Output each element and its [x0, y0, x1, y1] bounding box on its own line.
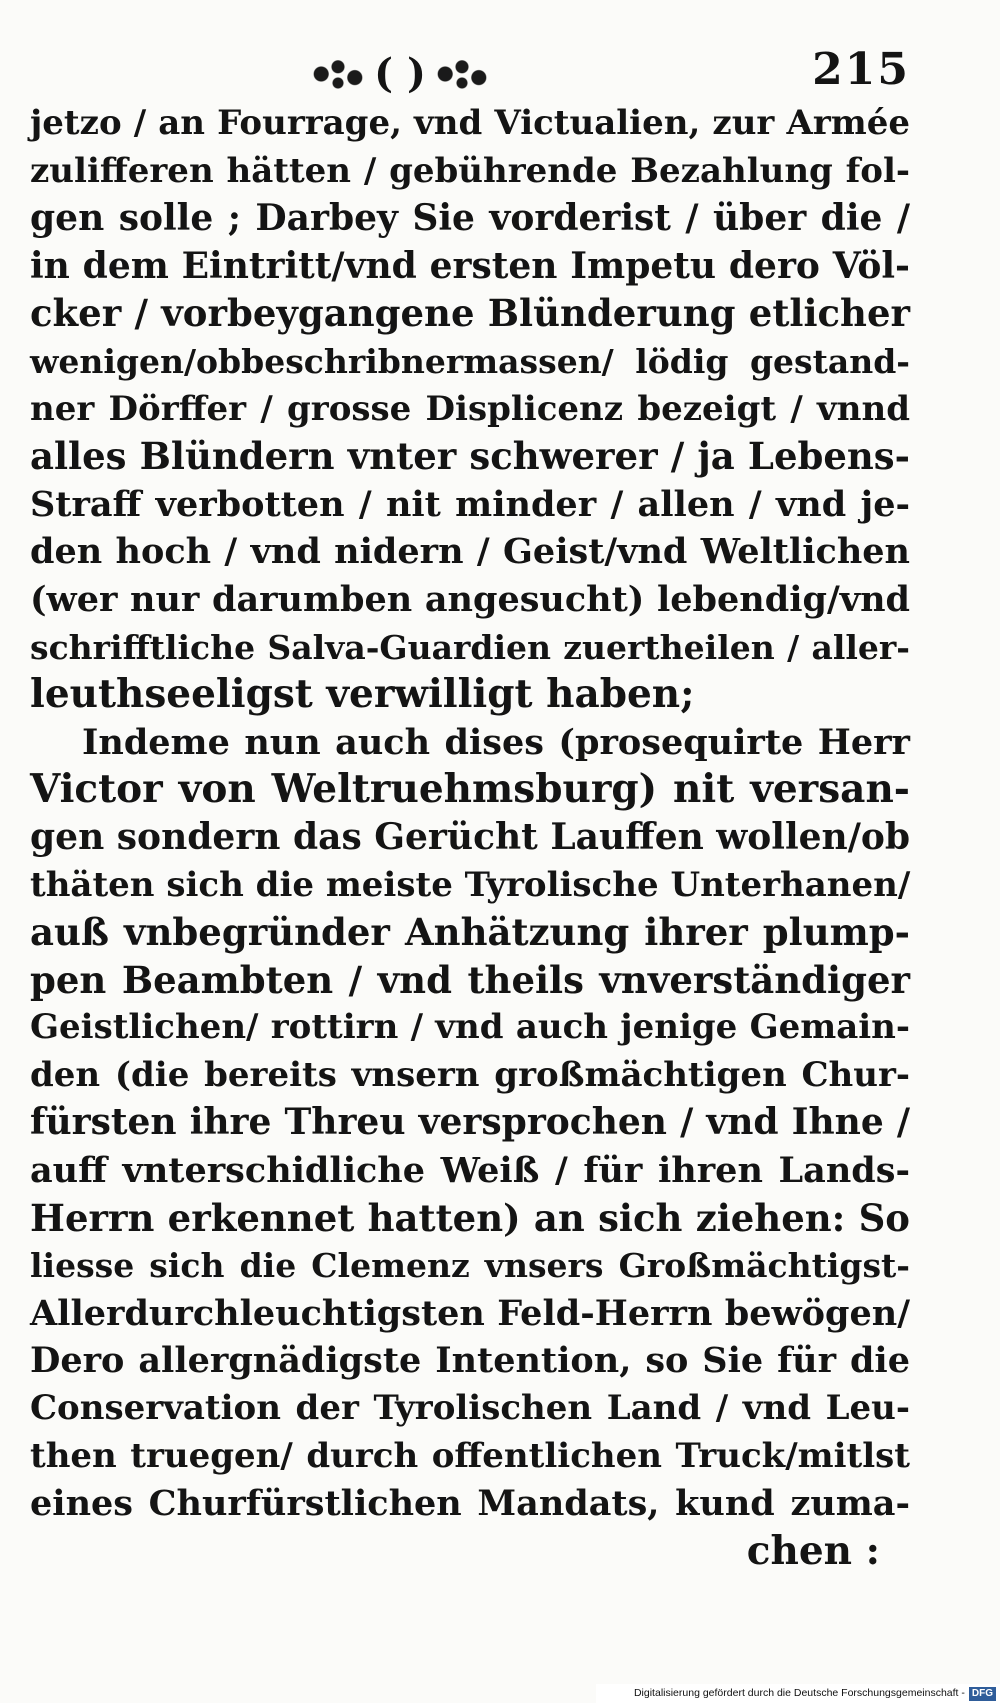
text-line: den (die bereits vnsern großmächtigen Chur- — [30, 1054, 910, 1095]
page-number: 215 — [812, 44, 910, 95]
text-line: schrifftliche Salva-Guardien zuertheilen / aller- — [30, 627, 910, 667]
page-header — [30, 44, 910, 104]
text-line: auß vnbegründer Anhätzung ihrer plump- — [30, 910, 910, 955]
body-text — [30, 100, 910, 1575]
text-line: Herrn erkennet hatten) an sich ziehen: So — [30, 1195, 910, 1240]
text-line: chen : — [746, 1527, 880, 1574]
text-line: gen solle ; Darbey Sie vorderist / über die / — [30, 197, 910, 240]
text-line: Straff verbotten / nit minder / allen / vnd je- — [30, 483, 910, 525]
text-line: cker / vorbeygangene Blünderung etlicher — [30, 291, 910, 336]
paragraph-start-line: Indeme nun auch dises (prosequirte Herr — [82, 721, 910, 763]
text-line: Dero allergnädigste Intention, so Sie für die — [30, 1340, 910, 1382]
text-line: alles Blündern vnter schwerer / ja Lebens- — [30, 434, 910, 479]
text-line: pen Beambten / vnd theils vnverständiger — [30, 957, 910, 1002]
header-ornament — [280, 50, 520, 98]
text-line: Allerdurchleuchtigsten Feld-Herrn bewögen/ — [30, 1292, 910, 1334]
text-line: jetzo / an Fourrage, vnd Victualien, zur Armée — [30, 103, 910, 143]
credit-text: Digitalisierung gefördert durch die Deutsche Forschungsgemeinschaft - — [633, 1687, 965, 1699]
text-line: Victor von Weltruehmsburg) nit versan- — [30, 766, 910, 813]
text-line: fürsten ihre Threu versprochen / vnd Ihne / — [30, 1101, 910, 1144]
text-line: Conservation der Tyrolischen Land / vnd Leu- — [30, 1388, 910, 1429]
text-line: eines Churfürstlichen Mandats, kund zuma- — [30, 1483, 910, 1525]
ornament-parentheses: ( ) — [374, 50, 426, 97]
text-line: wenigen/obbeschribnermassen/ lödig gestand- — [30, 341, 910, 381]
text-line: then truegen/ durch offentlichen Truck/mitlst — [30, 1435, 910, 1476]
digitization-credit — [596, 1684, 1000, 1703]
ornament-right-icon — [434, 56, 490, 92]
text-line: auff vnterschidliche Weiß / für ihren Lands- — [30, 1150, 910, 1192]
dfg-logo: DFG — [969, 1687, 996, 1701]
text-line: liesse sich die Clemenz vnsers Großmächtigst- — [30, 1246, 910, 1286]
text-line: (wer nur darumben angesucht) lebendig/vnd — [30, 578, 910, 620]
text-line: ner Dörffer / grosse Displicenz bezeigt / vnnd — [30, 388, 910, 429]
ornament-left-icon — [310, 56, 366, 92]
text-line: gen sondern das Gerücht Lauffen wollen/ob — [30, 815, 911, 858]
text-line: zulifferen hätten / gebührende Bezahlung fol- — [30, 150, 910, 191]
text-line: Geistlichen/ rottirn / vnd auch jenige Gemain- — [30, 1007, 910, 1048]
text-line: thäten sich die meiste Tyrolische Unterhanen/ — [30, 864, 911, 905]
text-line: den hoch / vnd nidern / Geist/vnd Weltlichen — [30, 531, 910, 573]
text-line: in dem Eintritt/vnd ersten Impetu dero Völ- — [30, 244, 910, 287]
text-line: leuthseeligst verwilligt haben; — [30, 671, 695, 718]
